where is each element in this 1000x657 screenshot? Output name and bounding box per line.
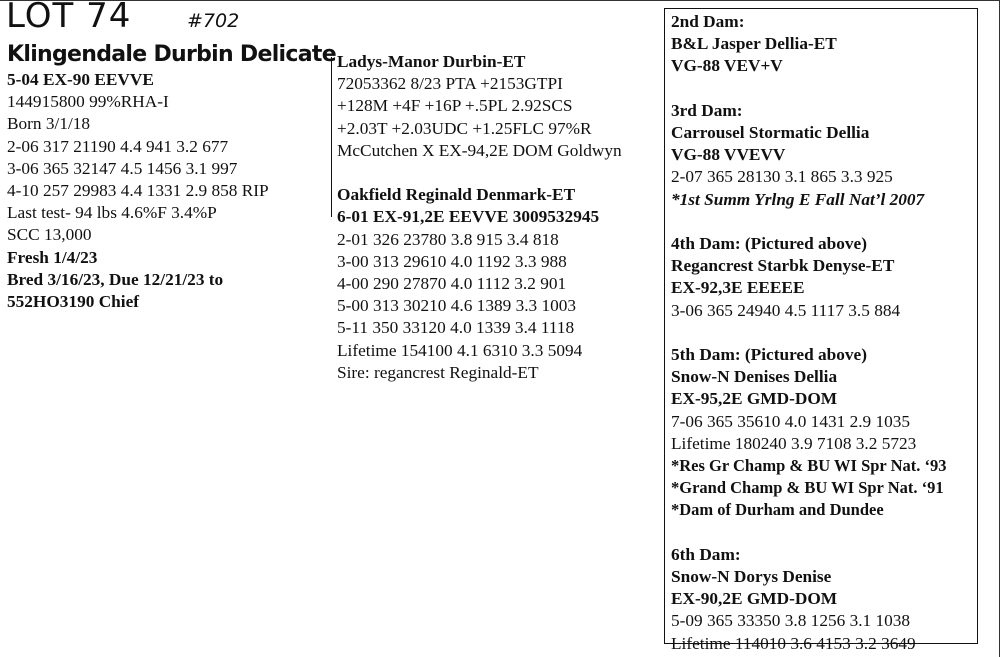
spacer [671, 322, 946, 344]
spacer [337, 162, 622, 184]
service-sire: 552HO3190 Chief [7, 292, 140, 312]
catalog-number: #702 [187, 10, 240, 32]
lactation-record: 3-06 365 32147 4.5 1456 3.1 997 [7, 158, 238, 178]
dam-classification: 6-01 EX-91,2E EEVVE 3009532945 [337, 207, 600, 227]
dam5-score: EX-95,2E GMD-DOM [671, 389, 838, 409]
dam5-note: *Grand Champ & BU WI Spr Nat. ‘91 [671, 478, 944, 498]
dam2-heading: 2nd Dam: [671, 12, 745, 31]
spacer [671, 78, 946, 100]
sire-detail: +128M +4F +16P +.5PL 2.92SCS [337, 96, 573, 116]
pedigree-list [671, 11, 946, 655]
dam5-name: Snow-N Denises Dellia [671, 367, 838, 387]
dam-record: 5-00 313 30210 4.6 1389 3.3 1003 [337, 296, 577, 316]
dam6-name: Snow-N Dorys Denise [671, 567, 832, 587]
dam2-score: VG-88 VEV+V [671, 56, 783, 76]
classification: 5-04 EX-90 EEVVE [7, 70, 154, 89]
dam3-score: VG-88 VVEVV [671, 145, 786, 165]
dam5-lifetime: Lifetime 180240 3.9 7108 3.2 5723 [671, 433, 917, 453]
dam6-heading: 6th Dam: [671, 544, 741, 564]
sire-name: Ladys-Manor Durbin-ET [337, 52, 526, 71]
spacer [671, 522, 946, 544]
dam6-score: EX-90,2E GMD-DOM [671, 589, 838, 609]
sire-detail: +2.03T +2.03UDC +1.25FLC 97%R [337, 118, 592, 138]
lactation-record: 4-10 257 29983 4.4 1331 2.9 858 RIP [7, 181, 269, 201]
dam6-lifetime: Lifetime 114010 3.6 4153 3.2 3649 [671, 633, 916, 653]
dam-record: 4-00 290 27870 4.0 1112 3.2 901 [337, 274, 567, 294]
dam5-note: *Dam of Durham and Dundee [671, 500, 884, 520]
registration: 144915800 99%RHA-I [7, 92, 169, 112]
lot-number: LOT 74 [6, 0, 132, 36]
breeding-info: Bred 3/16/23, Due 12/21/23 to [7, 269, 224, 289]
dam2-name: B&L Jasper Dellia-ET [671, 34, 837, 54]
sire-dam-info [337, 51, 622, 384]
dam3-name: Carrousel Stormatic Dellia [671, 123, 870, 142]
dam3-note: *1st Summ Yrlng E Fall Nat’l 2007 [671, 189, 925, 209]
spacer [671, 211, 946, 233]
dam4-record: 3-06 365 24940 4.5 1117 3.5 884 [671, 300, 901, 320]
dam5-note: *Res Gr Champ & BU WI Spr Nat. ‘93 [671, 456, 947, 476]
birth-date: Born 3/1/18 [7, 114, 91, 134]
cow-name: Klingendale Durbin Delicate [7, 42, 336, 67]
animal-info [7, 69, 269, 313]
lactation-record: 2-06 317 21190 4.4 941 3.2 677 [7, 136, 229, 156]
dam4-heading: 4th Dam: (Pictured above) [671, 234, 867, 253]
dam-name: Oakfield Reginald Denmark-ET [337, 185, 576, 205]
dam5-record: 7-06 365 35610 4.0 1431 2.9 1035 [671, 411, 911, 431]
dam5-heading: 5th Dam: (Pictured above) [671, 345, 867, 364]
last-test: Last test- 94 lbs 4.6%F 3.4%P [7, 203, 217, 223]
sire-detail: McCutchen X EX-94,2E DOM Goldwyn [337, 140, 622, 160]
dam3-record: 2-07 365 28130 3.1 865 3.3 925 [671, 167, 893, 187]
top-rule [0, 0, 1000, 1]
sire-bracket [331, 57, 332, 217]
dam-record: 5-11 350 33120 4.0 1339 3.4 1118 [337, 318, 575, 338]
dam-lifetime: Lifetime 154100 4.1 6310 3.3 5094 [337, 340, 583, 360]
dam6-record: 5-09 365 33350 3.8 1256 3.1 1038 [671, 611, 911, 631]
fresh-date: Fresh 1/4/23 [7, 247, 98, 267]
dam-record: 2-01 326 23780 3.8 915 3.4 818 [337, 229, 559, 249]
dam4-name: Regancrest Starbk Denyse-ET [671, 256, 895, 276]
dam3-heading: 3rd Dam: [671, 100, 743, 120]
dam4-score: EX-92,3E EEEEE [671, 278, 805, 298]
dam-sire: Sire: regancrest Reginald-ET [337, 362, 539, 382]
scc: SCC 13,000 [7, 225, 92, 245]
dam-record: 3-00 313 29610 4.0 1192 3.3 988 [337, 251, 567, 271]
sire-detail: 72053362 8/23 PTA +2153GTPI [337, 74, 563, 94]
